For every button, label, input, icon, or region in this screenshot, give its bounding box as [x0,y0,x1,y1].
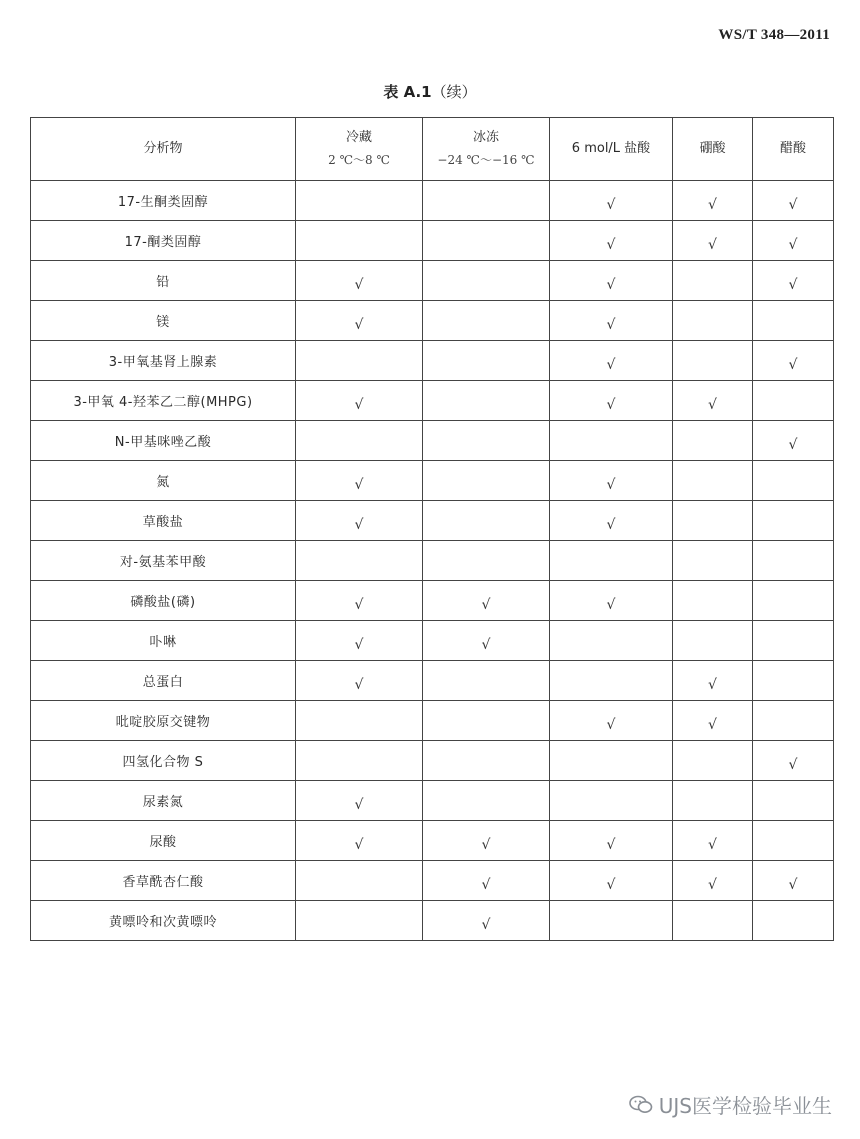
table-row [31,341,834,381]
check-cell [296,221,423,261]
check-cell: √ [296,781,423,821]
column-header-label: 分析物 [143,141,183,156]
table-row [31,461,834,501]
column-header-1 [296,118,423,181]
check-cell: √ [753,221,834,261]
wechat-icon [629,1095,653,1115]
table-row [31,701,834,741]
column-header-range: −24 ℃～−16 ℃ [437,153,535,167]
analyte-cell: N-甲基咪唑乙酸 [31,421,296,461]
column-header-label: 冷藏 [345,130,372,145]
check-cell: √ [550,701,673,741]
check-cell: √ [550,861,673,901]
check-cell [296,421,423,461]
analyte-cell: 四氢化合物 S [31,741,296,781]
check-cell [673,301,753,341]
check-cell: √ [296,821,423,861]
check-cell [673,901,753,941]
check-cell [423,701,550,741]
check-cell [423,261,550,301]
table-row [31,181,834,221]
check-cell: √ [296,381,423,421]
check-cell: √ [423,821,550,861]
check-cell [753,901,834,941]
check-cell [423,501,550,541]
check-cell: √ [753,181,834,221]
analyte-cell: 17-酮类固醇 [31,221,296,261]
check-cell [673,581,753,621]
analyte-cell: 磷酸盐(磷) [31,581,296,621]
analyte-cell: 香草酰杏仁酸 [31,861,296,901]
check-cell: √ [296,661,423,701]
check-cell [423,541,550,581]
check-cell [753,301,834,341]
check-cell: √ [550,381,673,421]
check-cell [296,741,423,781]
table-row [31,541,834,581]
check-cell [423,661,550,701]
watermark-text: UJS医学检验毕业生 [658,1094,832,1118]
check-cell [753,461,834,501]
table-row [31,901,834,941]
check-cell [296,341,423,381]
check-cell [753,621,834,661]
check-cell: √ [550,301,673,341]
check-cell: √ [423,901,550,941]
check-cell [423,461,550,501]
check-cell [550,901,673,941]
check-cell: √ [296,261,423,301]
table-row [31,261,834,301]
analyte-cell: 对-氨基苯甲酸 [31,541,296,581]
check-cell: √ [673,661,753,701]
check-cell: √ [673,381,753,421]
analyte-cell: 吡啶胶原交键物 [31,701,296,741]
table-row [31,821,834,861]
standard-code: WS/T 348—2011 [718,27,830,43]
check-cell [296,701,423,741]
check-cell [423,381,550,421]
check-cell: √ [673,821,753,861]
column-header-4 [673,118,753,181]
check-cell [296,181,423,221]
check-cell [753,781,834,821]
column-header-label: 6 mol/L 盐酸 [571,141,651,156]
check-cell [423,741,550,781]
check-cell: √ [673,861,753,901]
column-header-3 [550,118,673,181]
check-cell: √ [673,701,753,741]
analyte-cell: 黄嘌呤和次黄嘌呤 [31,901,296,941]
table-row [31,781,834,821]
check-cell [673,741,753,781]
check-cell [423,341,550,381]
table-title [0,81,860,102]
check-cell: √ [296,621,423,661]
check-cell [423,421,550,461]
check-cell: √ [550,261,673,301]
check-cell [753,581,834,621]
check-cell: √ [673,221,753,261]
check-cell [673,501,753,541]
check-cell [550,741,673,781]
column-header-2 [423,118,550,181]
analyte-cell: 总蛋白 [31,661,296,701]
analyte-cell: 尿酸 [31,821,296,861]
check-cell: √ [296,301,423,341]
table-row [31,381,834,421]
column-header-0 [31,118,296,181]
check-cell [673,341,753,381]
check-cell: √ [753,341,834,381]
check-cell [673,621,753,661]
check-cell [550,541,673,581]
check-cell [550,421,673,461]
analyte-cell: 尿素氮 [31,781,296,821]
check-cell: √ [550,341,673,381]
check-cell [753,701,834,741]
check-cell: √ [423,861,550,901]
analyte-cell: 氮 [31,461,296,501]
column-header-5 [753,118,834,181]
table-row [31,301,834,341]
check-cell: √ [753,861,834,901]
check-cell: √ [673,181,753,221]
check-cell [753,661,834,701]
column-header-label: 冰冻 [472,130,499,145]
table-row [31,221,834,261]
analyte-cell: 3-甲氧基肾上腺素 [31,341,296,381]
check-cell: √ [550,821,673,861]
column-header-label: 醋酸 [779,141,806,156]
check-cell: √ [296,461,423,501]
column-header-range: 2 ℃～8 ℃ [328,153,390,167]
check-cell [673,461,753,501]
watermark [629,1090,832,1119]
analyte-cell: 17-生酮类固醇 [31,181,296,221]
check-cell: √ [550,181,673,221]
check-cell: √ [550,501,673,541]
table-row [31,861,834,901]
table-row [31,661,834,701]
analyte-cell: 铅 [31,261,296,301]
check-cell: √ [296,581,423,621]
table-title-number: 表 A.1 [383,83,432,101]
check-cell: √ [753,421,834,461]
check-cell [423,181,550,221]
table-body [31,181,834,941]
check-cell: √ [753,741,834,781]
check-cell [673,261,753,301]
table-row [31,501,834,541]
check-cell: √ [550,581,673,621]
check-cell: √ [550,461,673,501]
check-cell [550,661,673,701]
table-header-row [31,118,834,181]
check-cell [673,421,753,461]
check-cell [423,221,550,261]
check-cell [753,541,834,581]
check-cell: √ [423,621,550,661]
check-cell [550,621,673,661]
check-cell: √ [296,501,423,541]
check-cell [673,541,753,581]
check-cell [673,781,753,821]
table-row [31,581,834,621]
check-cell: √ [753,261,834,301]
storage-table [30,117,834,941]
check-cell [296,541,423,581]
check-cell: √ [550,221,673,261]
analyte-cell: 镁 [31,301,296,341]
table-row [31,421,834,461]
analyte-cell: 卟啉 [31,621,296,661]
analyte-cell: 草酸盐 [31,501,296,541]
check-cell: √ [423,581,550,621]
check-cell [296,861,423,901]
table-row [31,621,834,661]
check-cell [296,901,423,941]
column-header-label: 硼酸 [699,141,726,156]
check-cell [423,301,550,341]
check-cell [753,821,834,861]
table-row [31,741,834,781]
table-title-suffix: （续） [431,83,477,101]
check-cell [753,501,834,541]
check-cell [753,381,834,421]
check-cell [550,781,673,821]
analyte-cell: 3-甲氧 4-羟苯乙二醇(MHPG) [31,381,296,421]
check-cell [423,781,550,821]
